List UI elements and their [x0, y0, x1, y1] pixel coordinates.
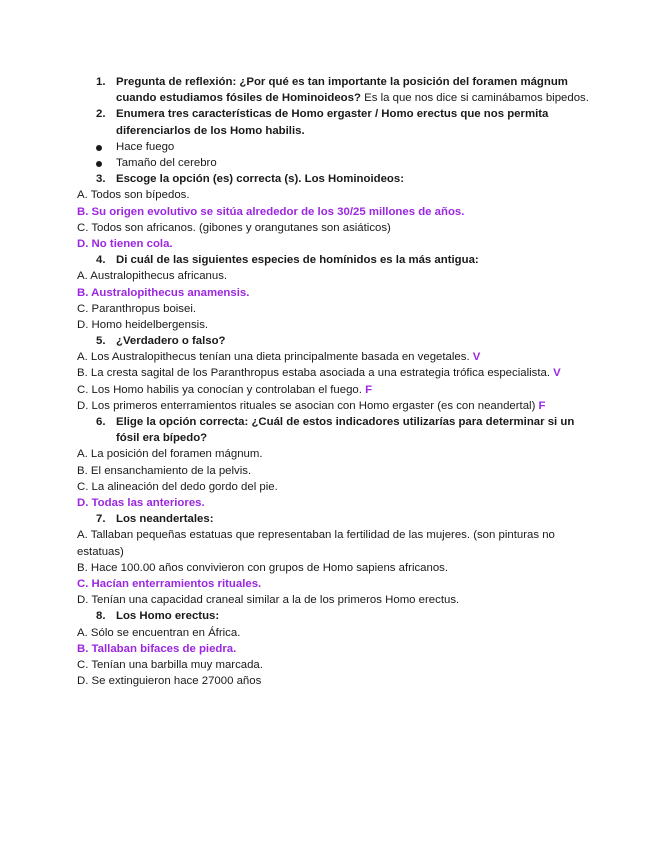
option-a: A. La posición del foramen mágnum.: [77, 448, 263, 461]
question-number: 3.: [96, 173, 106, 186]
tf-text: B. La cresta sagital de los Paranthropus estaba asociada a una estrategia trófica especialista.: [77, 367, 554, 380]
question-prompt: Elige la opción correcta: ¿Cuál de estos indicadores utilizarías para determinar si un fósil era bípedo?: [116, 416, 575, 445]
question-3: [0, 171, 655, 187]
tf-item-c: [0, 382, 655, 398]
question-4: [0, 252, 655, 268]
question-number: 2.: [96, 108, 106, 121]
tf-item-d: [0, 398, 655, 414]
tf-text: C. Los Homo habilis ya conocían y controlaban el fuego.: [77, 383, 366, 396]
tf-text: A. Los Australopithecus tenían una dieta principalmente basada en vegetales.: [77, 351, 473, 364]
question-number: 5.: [96, 335, 106, 348]
question-5: [0, 333, 655, 349]
option-a: A. Sólo se encuentran en África.: [77, 626, 241, 639]
tf-text: D. Los primeros enterramientos rituales se asocian con Homo ergaster (es con neandertal): [77, 399, 539, 412]
document: [0, 74, 655, 689]
question-8: [0, 608, 655, 624]
question-prompt: Escoge la opción (es) correcta (s). Los Hominoideos:: [116, 173, 404, 186]
question-1: [0, 74, 655, 106]
question-prompt: Di cuál de las siguientes especies de homínidos es la más antigua:: [116, 254, 479, 267]
question-number: 4.: [96, 254, 106, 267]
bullet-dot-icon: [96, 161, 102, 167]
option-d-correct: D. No tienen cola.: [77, 237, 173, 250]
question-number: 6.: [96, 416, 106, 429]
option-c: C. Tenían una barbilla muy marcada.: [77, 658, 263, 671]
question-number: 7.: [96, 513, 106, 526]
question-7: [0, 511, 655, 527]
tf-item-b: [0, 365, 655, 381]
question-prompt: ¿Verdadero o falso?: [116, 335, 226, 348]
option-c: C. La alineación del dedo gordo del pie.: [77, 480, 278, 493]
bullet-text: Tamaño del cerebro: [116, 157, 217, 169]
option-c: C. Todos son africanos. (gibones y orangutanes son asiáticos): [77, 221, 391, 234]
question-prompt: Enumera tres características de Homo ergaster / Homo erectus que nos permita diferenciarlos de los Homo habilis.: [116, 108, 549, 137]
option-c-correct: C. Hacían enterramientos rituales.: [77, 578, 262, 590]
bullet-dot-icon: [96, 145, 102, 151]
option-a: A. Australopithecus africanus.: [77, 270, 228, 283]
tf-item-a: [0, 349, 655, 365]
tf-mark: V: [472, 351, 481, 364]
question-2: [0, 106, 655, 138]
option-b-correct: B. Su origen evolutivo se sitúa alrededor de los 30/25 millones de años.: [77, 205, 465, 218]
option-c: C. Paranthropus boisei.: [77, 302, 197, 315]
option-b-correct: B. Australopithecus anamensis.: [77, 286, 250, 299]
question-answer: Es la que nos dice si caminábamos bipedos.: [360, 92, 589, 105]
option-a: A. Tallaban pequeñas estatuas que representaban la fertilidad de las mujeres. (son pinturas no estatuas): [77, 529, 555, 558]
bullet-text: Hace fuego: [116, 140, 175, 153]
bullet-item: [0, 139, 655, 155]
tf-mark: V: [553, 367, 561, 380]
tf-mark: F: [538, 399, 546, 412]
question-6: [0, 414, 655, 446]
option-b: B. Hace 100.00 años convivieron con grupos de Homo sapiens africanos.: [77, 561, 449, 574]
option-d: D. Homo heidelbergensis.: [77, 318, 209, 331]
option-d: D. Tenían una capacidad craneal similar a la de los primeros Homo erectus.: [77, 594, 460, 607]
question-prompt: Los neandertales:: [116, 513, 214, 526]
question-number: 1.: [96, 76, 106, 88]
option-a: A. Todos son bípedos.: [77, 189, 190, 202]
option-b-correct: B. Tallaban bifaces de piedra.: [77, 642, 237, 655]
tf-mark: F: [365, 383, 373, 396]
question-prompt: Los Homo erectus:: [116, 610, 220, 623]
option-d: D. Se extinguieron hace 27000 años: [77, 675, 262, 688]
question-prompt: Pregunta de reflexión: ¿Por qué es tan importante la posición del foramen mágnum cuando estudiamos fósiles de Hominoideos?: [116, 76, 568, 105]
bullet-item: [0, 155, 655, 171]
question-number: 8.: [96, 610, 106, 623]
option-b: B. El ensanchamiento de la pelvis.: [77, 464, 252, 477]
option-d-correct: D. Todas las anteriores.: [77, 497, 205, 510]
